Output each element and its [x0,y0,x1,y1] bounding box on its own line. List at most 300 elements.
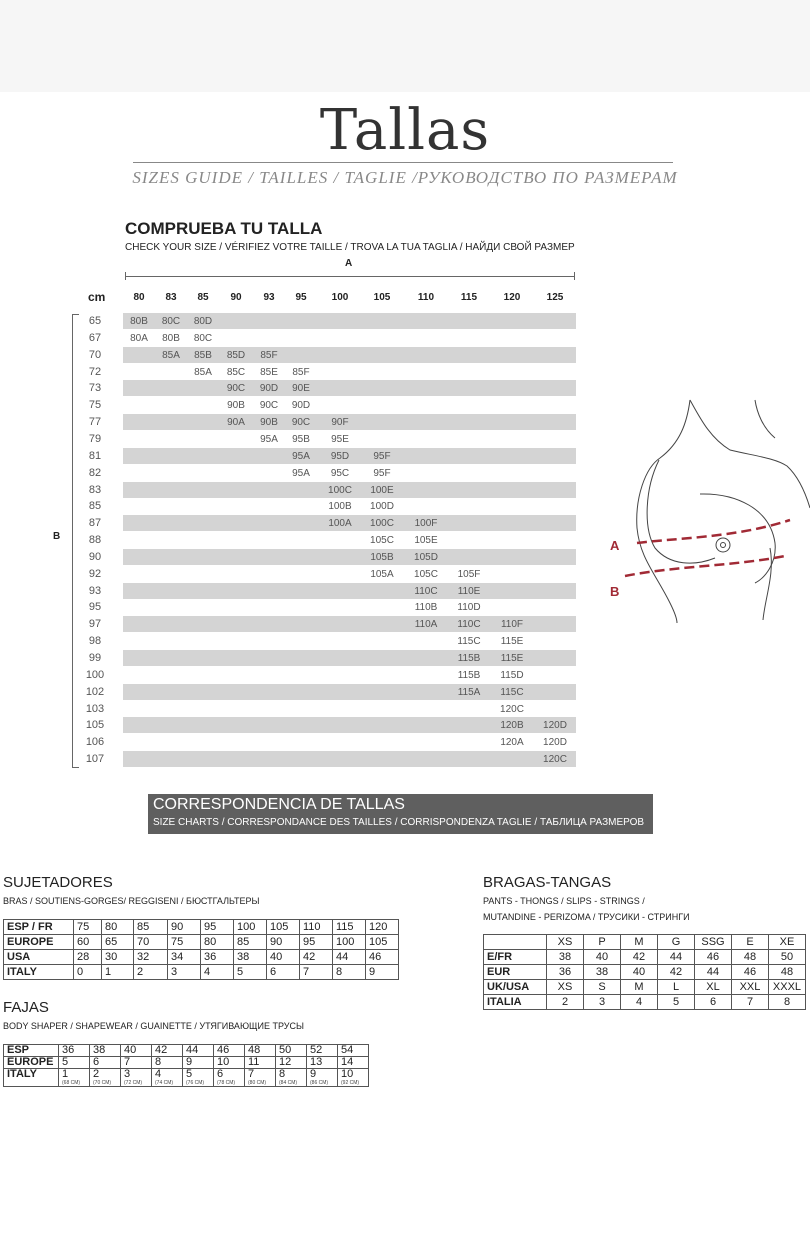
size-cell: 85D [226,349,246,361]
size-cell: 90F [331,417,349,429]
size-cell: 90D [259,383,279,395]
size-cell: 80B [130,316,148,327]
table-cell: 105 [267,920,300,935]
table-cell: 9 [183,1057,214,1069]
table-cell: 80 [102,920,134,935]
table-cell: 75 [74,920,102,935]
column-header: XE [769,935,806,950]
size-cell: 115C [457,636,481,648]
row-header: ITALY [4,1069,59,1087]
under-bust-value: 81 [88,449,102,462]
italy-size: 10 [341,1068,354,1080]
measure-a-rule [125,276,575,277]
column-header: 93 [263,292,275,303]
under-bust-value: 93 [88,584,102,597]
column-header [484,935,547,950]
figure-label-b: B [610,584,620,599]
table-cell: 42 [300,950,333,965]
table-cell: 3 [584,995,621,1010]
table-row [484,950,806,965]
size-cell: 95B [292,433,310,445]
table-cell: 48 [732,950,769,965]
size-cell: 115E [500,636,524,648]
under-bust-value: 75 [88,399,102,412]
shaper-title: FAJAS [3,999,49,1016]
under-bust-value: 65 [88,315,102,327]
under-bust-value: 103 [85,702,105,715]
table-cell: 115 [333,920,366,935]
size-row [0,701,810,718]
under-bust-value: 73 [88,382,102,395]
table-cell: 3 [168,965,201,980]
table-cell: 44 [183,1045,214,1057]
column-header: XS [547,935,584,950]
table-cell: 38 [234,950,267,965]
under-bust-value: 72 [88,365,102,378]
table-cell: 28 [74,950,102,965]
table-cell: 44 [333,950,366,965]
size-cell: 90B [260,417,278,429]
size-cell: 95A [260,433,278,445]
column-header: P [584,935,621,950]
italy-size: 2 [93,1068,100,1080]
under-bust-value: 99 [88,652,102,664]
measure-a-tick-left [125,272,126,280]
italy-cm-note: (74 CM) [155,1080,174,1086]
size-cell: 105C [370,535,394,547]
table-row [484,995,806,1010]
under-bust-value: 79 [88,432,102,445]
size-row [0,734,810,751]
shaper-subtitle: BODY SHAPER / SHAPEWEAR / GUAINETTE / УТЯГИВАЮЩИЕ ТРУСЫ [3,1021,304,1031]
table-cell: 95 [300,935,333,950]
table-cell: 7 [300,965,333,980]
bras-table [3,919,399,980]
italy-size: 5 [186,1068,193,1080]
size-row [0,650,810,667]
italy-size: 9 [310,1068,317,1080]
table-cell: 34 [168,950,201,965]
page-subtitle: SIZES GUIDE / TAILLES / TAGLIE /РУКОВОДСТВО ПО РАЗМЕРАМ [132,168,678,187]
table-cell [59,1069,90,1087]
table-cell: 0 [74,965,102,980]
size-cell: 90C [259,400,279,412]
table-cell: 6 [267,965,300,980]
table-cell: S [584,980,621,995]
size-cell: 110D [457,602,481,614]
table-cell: XXXL [769,980,806,995]
table-cell: 105 [366,935,399,950]
under-bust-value: 85 [88,500,102,513]
table-row [4,950,399,965]
table-cell: 5 [658,995,695,1010]
pants-title: BRAGAS-TANGAS [483,874,612,891]
size-cell: 110A [414,619,438,631]
size-cell: 100F [414,518,438,530]
table-cell: 100 [234,920,267,935]
size-cell: 115B [457,669,481,681]
size-row [0,684,810,701]
table-row [484,980,806,995]
table-cell: 14 [338,1057,369,1069]
table-row [4,965,399,980]
size-row [0,313,810,330]
size-cell: 90E [292,383,310,395]
size-cell: 100B [328,501,352,513]
column-header: 95 [295,292,307,303]
table-cell [152,1069,183,1087]
table-cell: 85 [134,920,168,935]
column-header: 85 [197,292,209,303]
under-bust-value: 98 [88,635,102,648]
title-divider [133,162,673,163]
italy-size: 3 [124,1068,131,1080]
column-header: 110 [417,292,435,303]
table-cell: 110 [300,920,333,935]
table-cell: 38 [547,950,584,965]
table-cell: 50 [276,1045,307,1057]
under-bust-value: 106 [85,736,105,749]
size-cell: 110C [457,619,481,631]
shaper-table [3,1044,369,1087]
italy-cm-note: (92 CM) [341,1080,360,1086]
size-cell: 85A [162,349,180,361]
table-cell: 11 [245,1057,276,1069]
italy-cm-note: (76 CM) [186,1080,205,1086]
size-cell: 80D [193,316,213,327]
row-header: EUROPE [4,935,74,950]
table-cell: 90 [267,935,300,950]
table-cell: 100 [333,935,366,950]
size-cell: 105B [370,551,394,563]
size-row [0,633,810,650]
size-cell: 110C [414,585,438,597]
table-row [4,1057,369,1069]
size-cell: 120D [543,720,567,732]
column-header: 83 [165,292,177,303]
table-cell: 8 [152,1057,183,1069]
table-cell: 1 [102,965,134,980]
under-bust-value: 67 [88,331,102,344]
size-cell: 100C [370,518,394,530]
table-cell: 38 [584,965,621,980]
table-cell: 7 [732,995,769,1010]
table-cell: 48 [769,965,806,980]
measure-a-label: A [345,258,353,269]
size-cell: 115D [500,669,524,681]
under-bust-value: 92 [88,567,102,580]
size-cell: 85E [260,366,278,378]
table-cell: 85 [234,935,267,950]
size-cell: 90D [291,400,311,412]
table-cell: 90 [168,920,201,935]
table-cell: L [658,980,695,995]
size-cell: 120A [500,737,524,749]
column-header: 100 [331,292,349,303]
cm-unit-label: cm [88,290,106,304]
pants-subtitle-1: PANTS - THONGS / SLIPS - STRINGS / [483,896,645,906]
table-cell: 6 [695,995,732,1010]
column-header: E [732,935,769,950]
table-cell [338,1069,369,1087]
table-cell: 12 [276,1057,307,1069]
table-cell: 5 [59,1057,90,1069]
under-bust-value: 88 [88,534,102,547]
size-cell: 95D [330,450,350,462]
size-cell: 105A [370,568,394,580]
correspondence-title: CORRESPONDENCIA DE TALLAS [153,796,405,813]
table-cell: 2 [547,995,584,1010]
table-cell: 6 [90,1057,121,1069]
table-cell: 40 [121,1045,152,1057]
size-cell: 90A [227,417,245,429]
pants-subtitle-2: MUTANDINE - PERIZOMA / ТРУСИКИ - СТРИНГИ [483,912,690,922]
row-header: UK/USA [484,980,547,995]
measure-b-label: B [53,531,61,542]
table-cell: 60 [74,935,102,950]
row-header: EUROPE [4,1057,59,1069]
table-cell: 46 [695,950,732,965]
row-header: ITALY [4,965,74,980]
size-cell: 80B [162,332,180,344]
column-header: 105 [373,292,391,303]
italy-size: 7 [248,1068,255,1080]
table-cell: 4 [201,965,234,980]
size-cell: 100C [328,484,352,496]
table-cell: 42 [621,950,658,965]
table-cell: M [621,980,658,995]
table-cell: 44 [658,950,695,965]
table-cell: 10 [214,1057,245,1069]
column-header: 120 [503,292,521,303]
table-cell: 44 [695,965,732,980]
row-header: EUR [484,965,547,980]
pants-table [483,934,806,1010]
check-size-title: COMPRUEBA TU TALLA [125,219,323,238]
size-cell: 105C [414,568,438,580]
check-size-subtitle: CHECK YOUR SIZE / VÉRIFIEZ VOTRE TAILLE / TROVA LA TUA TAGLIA / НАЙДИ СВОЙ РАЗМЕР [125,242,575,253]
under-bust-value: 100 [85,668,105,681]
bras-title: SUJETADORES [3,874,113,891]
row-header: ESP [4,1045,59,1057]
size-cell: 105E [414,535,438,547]
table-row [484,935,806,950]
size-cell: 115C [500,686,524,698]
table-cell: 36 [547,965,584,980]
table-cell: 120 [366,920,399,935]
table-cell: 95 [201,920,234,935]
column-header: 115 [460,292,478,303]
table-cell [307,1069,338,1087]
size-cell: 85F [260,349,278,361]
italy-size: 4 [155,1068,162,1080]
size-row [0,717,810,734]
table-cell [90,1069,121,1087]
size-cell: 105F [457,568,481,580]
size-cell: 85F [292,366,310,378]
table-cell: 42 [658,965,695,980]
size-cell: 110B [414,602,438,614]
table-cell: 9 [366,965,399,980]
table-cell: 48 [245,1045,276,1057]
correspondence-banner [148,794,653,834]
table-cell [183,1069,214,1087]
page-title: Tallas [319,98,491,163]
table-cell: 4 [621,995,658,1010]
table-row [4,920,399,935]
table-cell: 52 [307,1045,338,1057]
column-header: G [658,935,695,950]
table-cell: XL [695,980,732,995]
table-cell: 50 [769,950,806,965]
size-cell: 100D [370,501,394,513]
row-header: USA [4,950,74,965]
under-bust-value: 95 [88,601,102,614]
size-cell: 90C [291,417,311,429]
table-cell: XS [547,980,584,995]
row-band [123,380,576,396]
table-cell: 46 [732,965,769,980]
size-cell: 95F [373,450,391,462]
column-header: 80 [133,292,145,303]
torso-illustration [595,398,810,623]
size-cell: 80C [193,332,213,344]
size-cell: 95C [330,467,350,479]
size-row [0,667,810,684]
measure-a-tick-right [574,272,575,280]
table-cell [214,1069,245,1087]
table-row [4,1069,369,1087]
size-cell: 95E [331,433,349,445]
table-cell: 46 [366,950,399,965]
table-row [484,965,806,980]
table-cell [245,1069,276,1087]
table-cell [276,1069,307,1087]
torso-figure [595,398,810,623]
italy-cm-note: (72 CM) [124,1080,143,1086]
size-cell: 120D [543,737,567,749]
figure-label-a: A [610,538,620,553]
column-header: SSG [695,935,732,950]
size-cell: 100A [328,518,352,530]
table-cell: 46 [214,1045,245,1057]
row-band [123,583,576,599]
table-cell: 5 [234,965,267,980]
italy-size: 8 [279,1068,286,1080]
under-bust-value: 87 [88,517,102,530]
size-cell: 90C [226,383,246,395]
top-band [0,0,810,92]
size-cell: 110E [457,585,481,597]
table-cell: 75 [168,935,201,950]
row-band [123,751,576,767]
size-cell: 85A [194,366,212,378]
table-cell [121,1069,152,1087]
size-cell: 100E [370,484,394,496]
table-cell: 40 [584,950,621,965]
italy-cm-note: (86 CM) [310,1080,329,1086]
table-cell: 80 [201,935,234,950]
size-row [0,380,810,397]
under-bust-value: 97 [88,618,102,631]
row-header: E/FR [484,950,547,965]
under-bust-value: 70 [88,348,102,361]
under-bust-value: 107 [85,753,105,766]
correspondence-subtitle: SIZE CHARTS / CORRESPONDANCE DES TAILLES / CORRISPONDENZA TAGLIE / ТАБЛИЦА РАЗМЕРОВ [153,817,645,828]
size-cell: 95F [373,467,391,479]
table-cell: 13 [307,1057,338,1069]
size-cell: 95A [292,467,310,479]
table-cell: 7 [121,1057,152,1069]
row-header: ESP / FR [4,920,74,935]
italy-cm-note: (68 CM) [62,1080,81,1086]
row-header: ITALIA [484,995,547,1010]
size-cell: 85C [226,366,246,378]
table-cell: 38 [90,1045,121,1057]
under-bust-value: 90 [88,550,102,563]
italy-cm-note: (78 CM) [217,1080,236,1086]
size-row [0,364,810,381]
size-cell: 80A [130,332,148,344]
italy-size: 6 [217,1068,224,1080]
table-cell: 40 [621,965,658,980]
table-cell: XXL [732,980,769,995]
column-header: 125 [546,292,564,303]
italy-cm-note: (80 CM) [248,1080,267,1086]
size-cell: 115E [500,653,524,664]
bras-subtitle: BRAS / SOUTIENS-GORGES/ REGGISENI / БЮСТГАЛЬТЕРЫ [3,896,260,906]
size-row [0,330,810,347]
size-row [0,347,810,364]
table-cell: 36 [201,950,234,965]
size-cell: 115B [457,653,481,664]
italy-cm-note: (70 CM) [93,1080,112,1086]
under-bust-value: 102 [85,685,105,698]
table-cell: 42 [152,1045,183,1057]
under-bust-value: 82 [88,466,102,479]
table-cell: 54 [338,1045,369,1057]
size-cell: 115A [457,686,481,698]
size-cell: 105D [414,551,438,563]
table-cell: 8 [769,995,806,1010]
size-cell: 110F [500,619,524,631]
table-row [4,935,399,950]
column-header: 90 [230,292,242,303]
column-header: M [621,935,658,950]
size-row [0,751,810,768]
table-row [4,1045,369,1057]
table-cell: 2 [134,965,168,980]
table-cell: 30 [102,950,134,965]
size-cell: 90B [227,400,245,412]
under-bust-value: 77 [88,416,102,429]
under-bust-value: 83 [88,483,102,496]
size-cell: 80C [161,316,181,327]
under-bust-value: 105 [85,719,105,732]
size-cell: 120C [500,703,524,715]
table-cell: 65 [102,935,134,950]
size-cell: 95A [292,450,310,462]
italy-size: 1 [62,1068,69,1080]
italy-cm-note: (84 CM) [279,1080,298,1086]
table-cell: 36 [59,1045,90,1057]
size-cell: 120B [500,720,524,732]
table-cell: 70 [134,935,168,950]
row-band [123,549,576,565]
table-cell: 8 [333,965,366,980]
size-cell: 85B [194,349,212,361]
size-cell: 120C [543,754,567,766]
